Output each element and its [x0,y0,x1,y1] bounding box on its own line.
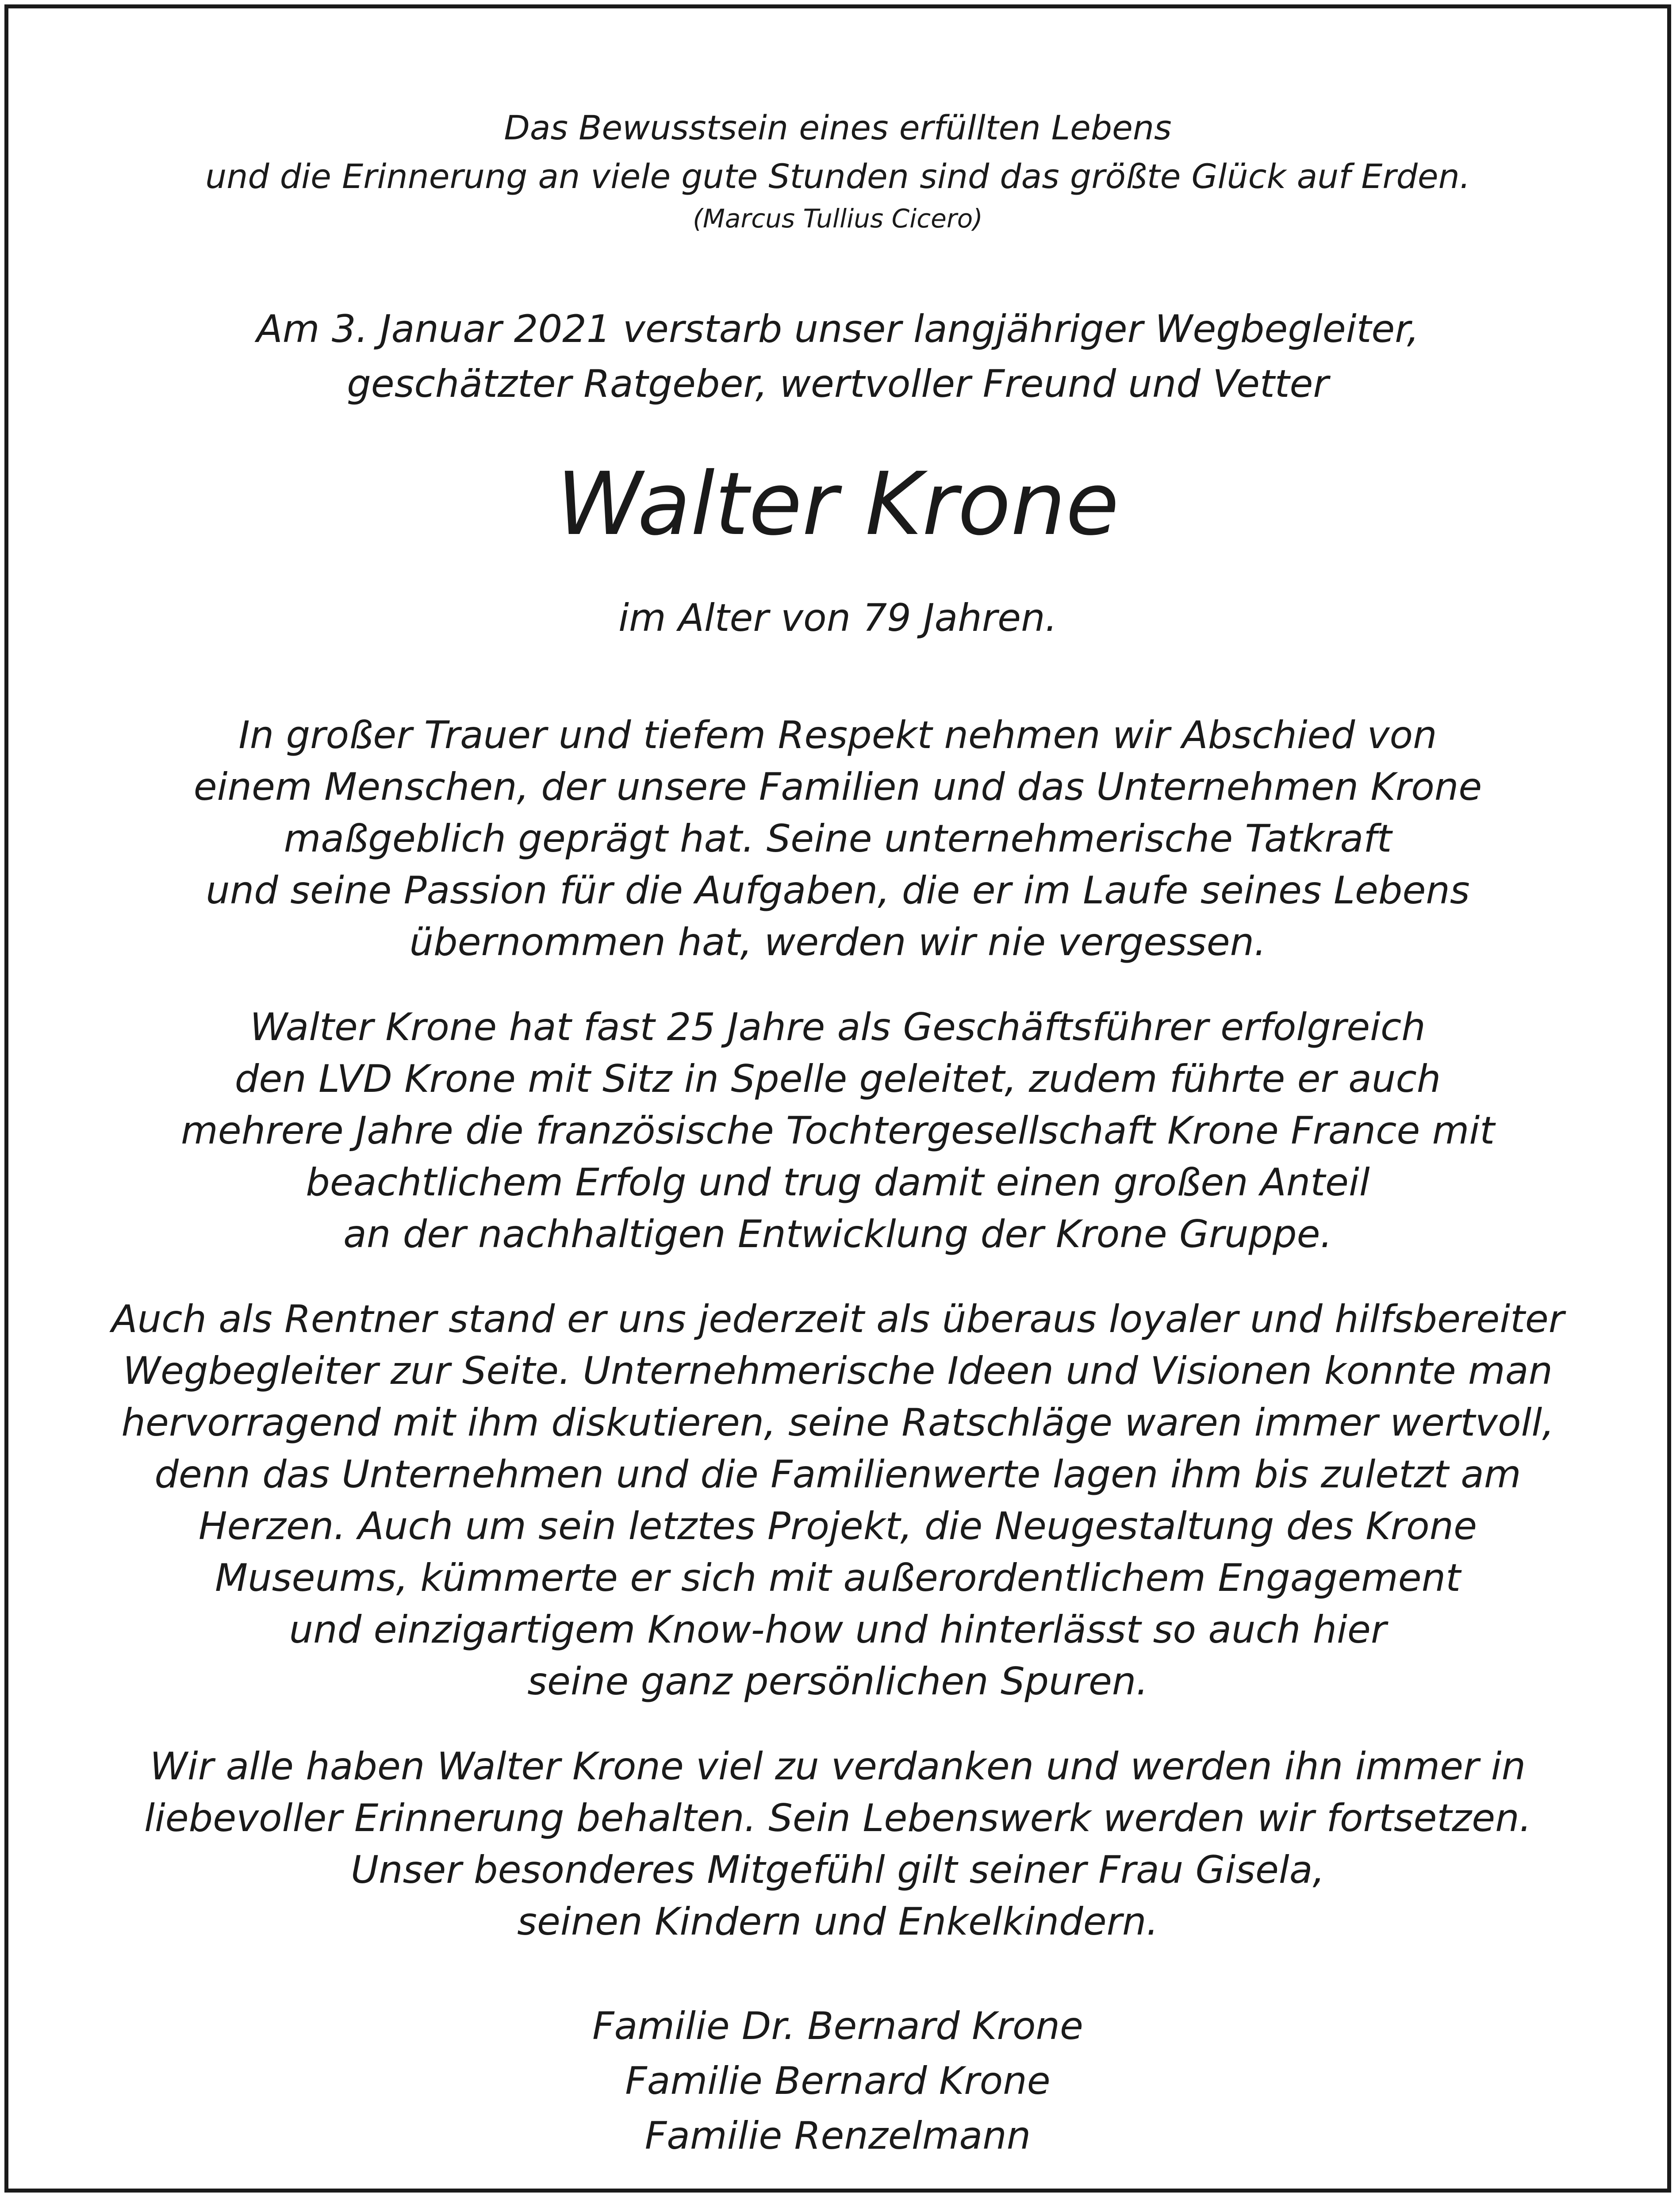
cicero-quote [35,104,1641,236]
paragraph-line: In großer Trauer und tiefem Respekt nehmen wir Abschied von [238,713,1437,757]
tribute-paragraph [35,1294,1641,1708]
signature-family: Familie Dr. Bernard Krone [592,2004,1083,2048]
paragraph-line: Walter Krone hat fast 25 Jahre als Geschäftsführer erfolgreich [250,1005,1426,1049]
paragraph-line: Unser besonderes Mitgefühl gilt seiner Frau Gisela, [351,1848,1325,1892]
signature-family: Familie Bernard Krone [625,2059,1051,2103]
quote-line: und die Erinnerung an viele gute Stunden sind das größte Glück auf Erden. [205,157,1470,196]
paragraph-line: Herzen. Auch um sein letztes Projekt, die Neugestaltung des Krone [198,1504,1477,1548]
obituary-notice-frame [4,4,1671,2193]
paragraph-line: hervorragend mit ihm diskutieren, seine Ratschläge waren immer wertvoll, [121,1401,1554,1445]
signature-block [35,1999,1641,2163]
paragraph-line: und einzigartigem Know-how und hinterlässt so auch hier [289,1608,1387,1652]
quote-line: Das Bewusstsein eines erfüllten Lebens [504,108,1172,147]
paragraph-line: Wir alle haben Walter Krone viel zu verdanken und werden ihn immer in [150,1744,1526,1789]
obituary-notice-body [35,104,1641,2163]
paragraph-line: denn das Unternehmen und die Familienwerte lagen ihm bis zuletzt am [154,1452,1521,1497]
announcement-line: Am 3. Januar 2021 verstarb unser langjähriger Wegbegleiter, [256,307,1419,351]
paragraph-line: Wegbegleiter zur Seite. Unternehmerische Ideen und Visionen konnte man [123,1349,1553,1393]
paragraph-line: Auch als Rentner stand er uns jederzeit als überaus loyaler und hilfsbereiter [111,1297,1565,1341]
announcement-line: geschätzter Ratgeber, wertvoller Freund und Vetter [347,362,1329,406]
paragraph-line: mehrere Jahre die französische Tochtergesellschaft Krone France mit [180,1109,1495,1153]
paragraph-line: beachtlichem Erfolg und trug damit einen großen Anteil [306,1160,1370,1205]
paragraph-line: maßgeblich geprägt hat. Seine unternehmerische Tatkraft [284,817,1392,861]
paragraph-line: seine ganz persönlichen Spuren. [527,1659,1148,1704]
paragraph-line: an der nachhaltigen Entwicklung der Krone Gruppe. [343,1212,1332,1256]
paragraph-line: seinen Kindern und Enkelkindern. [517,1900,1158,1944]
death-announcement [35,302,1641,411]
paragraph-line: Museums, kümmerte er sich mit außerordentlichem Engagement [215,1556,1461,1600]
paragraph-line: einem Menschen, der unsere Familien und das Unternehmen Krone [193,765,1482,809]
tribute-paragraph [35,710,1641,968]
paragraph-line: den LVD Krone mit Sitz in Spelle geleitet, zudem führte er auch [234,1057,1441,1101]
paragraph-line: übernommen hat, werden wir nie vergessen. [409,920,1266,964]
quote-attribution: (Marcus Tullius Cicero) [693,204,983,234]
tribute-paragraph [35,1002,1641,1260]
signature-family: Familie Renzelmann [644,2114,1031,2158]
tribute-paragraph [35,1741,1641,1948]
paragraph-line: liebevoller Erinnerung behalten. Sein Lebenswerk werden wir fortsetzen. [144,1796,1532,1840]
deceased-age: im Alter von 79 Jahren. [618,596,1057,640]
deceased-name: Walter Krone [556,454,1119,555]
paragraph-line: und seine Passion für die Aufgaben, die er im Laufe seines Lebens [206,868,1470,913]
